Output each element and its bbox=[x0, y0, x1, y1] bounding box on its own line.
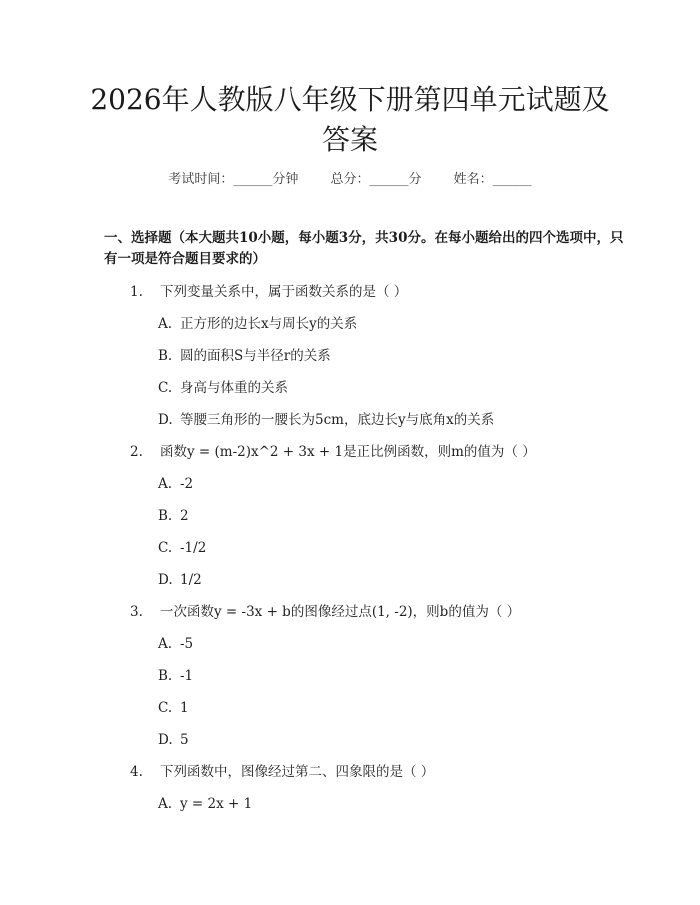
question-3-option-a bbox=[158, 634, 193, 654]
question-2-option-d bbox=[158, 570, 202, 590]
option-letter: A. bbox=[158, 796, 173, 812]
option-text: 正方形的边长x与周长y的关系 bbox=[180, 316, 358, 332]
option-text: y = 2x + 1 bbox=[180, 796, 253, 812]
question-3-option-c bbox=[158, 698, 189, 718]
option-text: 1 bbox=[180, 700, 189, 716]
question-4-option-a bbox=[158, 794, 252, 814]
question-1-option-b bbox=[158, 346, 331, 366]
option-letter: A. bbox=[158, 316, 173, 332]
option-letter: C. bbox=[158, 540, 173, 556]
option-text: -1 bbox=[180, 668, 194, 684]
option-text: 等腰三角形的一腰长为5cm，底边长y与底角x的关系 bbox=[180, 412, 495, 428]
total-score-field: 总分：______分 bbox=[330, 172, 422, 187]
option-letter: C. bbox=[158, 700, 173, 716]
question-2 bbox=[130, 442, 536, 462]
option-text: 圆的面积S与半径r的关系 bbox=[180, 348, 331, 364]
option-text: 1/2 bbox=[180, 572, 202, 588]
option-text: 5 bbox=[180, 732, 189, 748]
question-2-option-b bbox=[158, 506, 189, 526]
option-letter: D. bbox=[158, 732, 173, 748]
question-number: 4. bbox=[130, 764, 143, 780]
question-number: 3. bbox=[130, 604, 143, 620]
option-text: -1/2 bbox=[180, 540, 207, 556]
option-text: 身高与体重的关系 bbox=[180, 380, 288, 396]
question-3-option-d bbox=[158, 730, 189, 750]
question-2-option-a bbox=[158, 474, 193, 494]
question-text: 一次函数y = -3x + b的图像经过点(1, -2)，则b的值为（ ） bbox=[160, 604, 521, 620]
exam-meta bbox=[0, 168, 700, 187]
question-text: 函数y = (m-2)x^2 + 3x + 1是正比例函数，则m的值为（ ） bbox=[160, 444, 536, 460]
question-text: 下列函数中，图像经过第二、四象限的是（ ） bbox=[160, 764, 435, 780]
exam-time-field: 考试时间：______分钟 bbox=[168, 172, 299, 187]
option-letter: B. bbox=[158, 348, 173, 364]
question-number: 2. bbox=[130, 444, 143, 460]
question-1-option-a bbox=[158, 314, 357, 334]
question-4 bbox=[130, 762, 434, 782]
question-1-option-d bbox=[158, 410, 494, 430]
section-heading: 一、选择题（本大题共10小题，每小题3分，共30分。在每小题给出的四个选项中，只有一项是符合题目要求的） bbox=[104, 230, 624, 267]
question-1 bbox=[130, 282, 407, 302]
option-letter: B. bbox=[158, 668, 173, 684]
option-letter: A. bbox=[158, 636, 173, 652]
question-text: 下列变量关系中，属于函数关系的是（ ） bbox=[160, 284, 408, 300]
option-text: -2 bbox=[180, 476, 194, 492]
question-number: 1. bbox=[130, 284, 143, 300]
option-letter: B. bbox=[158, 508, 173, 524]
question-3 bbox=[130, 602, 520, 622]
option-text: -5 bbox=[180, 636, 194, 652]
option-letter: A. bbox=[158, 476, 173, 492]
option-text: 2 bbox=[180, 508, 189, 524]
question-1-option-c bbox=[158, 378, 288, 398]
student-name-field: 姓名：______ bbox=[453, 172, 532, 187]
question-3-option-b bbox=[158, 666, 193, 686]
question-2-option-c bbox=[158, 538, 206, 558]
option-letter: D. bbox=[158, 412, 173, 428]
page-title: 2026年人教版八年级下册第四单元试题及答案 bbox=[90, 83, 610, 156]
option-letter: C. bbox=[158, 380, 173, 396]
option-letter: D. bbox=[158, 572, 173, 588]
